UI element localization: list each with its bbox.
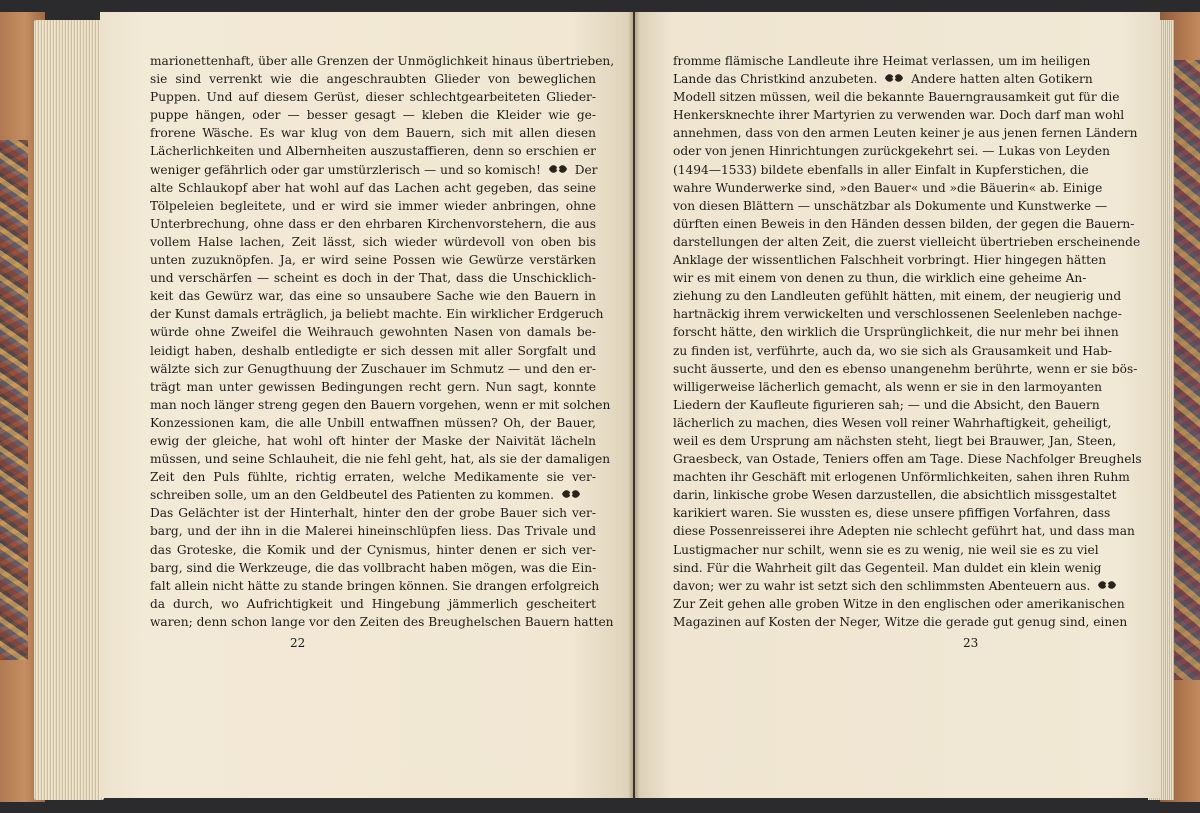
text-line: sucht äusserte, und den es ebenso unangenehm berührte, wenn er sie bös- (673, 361, 1138, 376)
text-line: Graesbeck, van Ostade, Teniers offen am Tage. Diese Nachfolger Breughels (673, 452, 1142, 467)
text-line: machten ihr Geschäft mit erlogenen Unförmlichkeiten, sahen ihren Ruhm (673, 470, 1130, 485)
text-line: Liedern der Kaufleute figurieren sah; — und die Absicht, den Bauern (673, 397, 1100, 412)
text-line: puppe hängen, oder — besser gesagt — kleben die Kleider wie ge- (150, 108, 596, 123)
text-line: barg, sind die Werkzeuge, die das vollbracht haben mögen, was die Ein- (150, 560, 597, 575)
text-line: trägt man unter gewissen Bedingungen recht gern. Nun sagt, konnte (150, 379, 596, 394)
text-line: Lächerlichkeiten und Albernheiten auszustaffieren, denn so erschien er (150, 144, 596, 159)
fleuron-icon (560, 487, 582, 501)
text-line: darstellungen der alten Zeit, die zuerst vielleicht übertrieben erscheinende (673, 234, 1141, 249)
text-line: und verschärfen — scheint es doch in der That, dass die Unschicklich- (150, 271, 596, 286)
text-line: frorene Wäsche. Es war klug von dem Bauern, sich mit allen diesen (150, 126, 596, 141)
text-line: Henkersknechte ihrer Martyrien zu verwenden war. Doch darf man wohl (673, 108, 1125, 123)
text-line: Zur Zeit gehen alle groben Witze in den englischen oder amerikanischen (673, 596, 1125, 611)
fleuron-icon (547, 162, 569, 176)
text-line: waren; denn schon lange vor den Zeiten des Breughelschen Bauern hatten (150, 614, 614, 629)
text-fragment: davon; wer zu wahr ist setzt sich den schlimmsten Abenteuern aus. (673, 578, 1095, 593)
text-fragment: Andere hatten alten Gotikern (911, 72, 1093, 87)
text-line: sind. Für die Wahrheit gilt das Gegenteil. Man duldet ein klein wenig (673, 560, 1102, 575)
book-gutter (628, 12, 640, 798)
left-page-edges (34, 20, 104, 800)
text-fragment: weniger gefährlich oder gar umstürzlerisch — und so komisch! (150, 162, 545, 177)
text-line: weil es dem Ursprung am nächsten steht, liegt bei Brauwer, Jan, Steen, (673, 433, 1117, 448)
text-line: würde ohne Zweifel die Weihrauch gewohnten Nasen von damals be- (150, 325, 596, 340)
text-line: Unterbrechung, ohne dass er den ehrbaren Kirchenvorstehern, die aus (150, 216, 596, 231)
page-number-right: 23 (963, 636, 979, 650)
text-line: man noch länger streng gegen den Bauern vorgehen, wenn er mit solchen (150, 397, 611, 412)
right-marbled-paper (1174, 60, 1200, 680)
text-line: leidigt haben, deshalb entledigte er sich dessen mit aller Sorgfalt und (150, 343, 596, 358)
text-fragment: schreiben solle, um an den Geldbeutel des Patienten zu kommen. (150, 488, 558, 503)
text-line-with-ornament (150, 486, 596, 504)
text-line-with-ornament (673, 577, 1095, 595)
text-line: hartnäckig ihrem verwickelten und verschlossenen Seelenleben nachge- (673, 307, 1122, 322)
text-line: dürften einen Beweis in den Händen dessen bilden, der gegen die Bauern- (673, 216, 1135, 231)
text-line: vollem Halse lachen, Zeit lässt, sich wieder würdevoll von oben bis (150, 234, 596, 249)
text-line: müssen, und seine Schlauheit, die nie fehl geht, hat, als sie der damaligen (150, 452, 611, 467)
text-line: wir es mit einem von denen zu thun, die wirklich eine geheime An- (673, 271, 1087, 286)
text-line: alte Schlaukopf aber hat wohl auf das Lachen acht gegeben, das seine (150, 180, 596, 195)
text-fragment: Der (574, 162, 598, 177)
fleuron-icon (1096, 578, 1118, 592)
text-line: diese Possenreisserei ihre Adepten nie schlecht geführt hat, und dass man (673, 524, 1135, 539)
text-line: oder von jenen Hinrichtungen zurückgekehrt sei. — Lukas von Leyden (673, 144, 1110, 159)
left-page-text (150, 52, 615, 631)
text-line-with-ornament (673, 70, 1093, 88)
text-line: fromme flämische Landleute ihre Heimat verlassen, um im heiligen (673, 54, 1091, 68)
text-line: das Groteske, die Komik und der Cynismus, hinter denen er sich ver- (150, 542, 596, 557)
text-line: Das Gelächter ist der Hinterhalt, hinter den der grobe Bauer sich ver- (150, 506, 596, 521)
text-line: ziehung zu den Landleuten gefühlt hätten, mit einem, der neugierig und (673, 289, 1122, 304)
text-line: von diesen Blättern — unschätzbar als Dokumente und Kunstwerke — (673, 198, 1108, 213)
text-line: Tölpeleien begleitete, und er wird sie immer wieder anbringen, ohne (150, 198, 596, 213)
text-line: forscht hätte, den wirklich die Ursprünglichkeit, die nur mehr bei ihnen (673, 325, 1119, 340)
text-line: wälzte sich zur Genugthuung der Zuschauer im Schmutz — und den er- (150, 361, 596, 376)
text-line: karikiert waren. Sie wussten es, diese unsere pfiffigen Vorfahren, dass (673, 506, 1111, 521)
text-line: keit das Gewürz war, das eine so unsaubere Sache wie den Bauern in (150, 289, 596, 304)
text-line: Puppen. Und auf diesem Gerüst, dieser schlechtgearbeiteten Glieder- (150, 90, 596, 105)
page-number-left: 22 (290, 636, 306, 650)
text-line: annehmen, dass von den armen Leuten keiner je aus jenen fernen Ländern (673, 126, 1138, 141)
right-page-text (673, 52, 1142, 631)
text-line: ewig der gleiche, hat wohl oft hinter der Maske der Naivität lächeln (150, 433, 596, 448)
text-line: falt allein nicht hätte zu stande bringen können. Sie drangen erfolgreich (150, 578, 600, 593)
text-line: Magazinen auf Kosten der Neger, Witze die gerade gut genug sind, einen (673, 614, 1128, 629)
text-line: lächerlich zu machen, dies Wesen voll reiner Wahrhaftigkeit, geheiligt, (673, 415, 1112, 430)
text-line: Modell sitzen müssen, weil die bekannte Bauerngrausamkeit gut für die (673, 90, 1120, 105)
text-line: der Kunst damals erträglich, ja beliebt machte. Ein wirklicher Erdgeruch (150, 307, 604, 322)
text-line: wahre Wunderwerke sind, »den Bauer« und »die Bäuerin« ab. Einige (673, 180, 1103, 195)
text-line: darin, linkische grobe Wesen darzustellen, die absichtlich missgestaltet (673, 488, 1117, 503)
text-line: sie sind verrenkt wie die angeschraubten Glieder von beweglichen (150, 72, 596, 87)
text-line-with-ornament (150, 161, 596, 179)
text-fragment: Lande das Christkind anzubeten. (673, 72, 882, 87)
text-line: Anklage der wissentlichen Falschheit vorbringt. Hier hingegen hätten (673, 253, 1107, 268)
text-line: Konzessionen kam, die alle Unbill entwaffnen müssen? Oh, der Bauer, (150, 415, 596, 430)
text-line: Lustigmacher nur schilt, wenn sie es zu wenig, nie weil sie es zu viel (673, 542, 1099, 557)
text-line: marionettenhaft, über alle Grenzen der Unmöglichkeit hinaus übertrieben, (150, 54, 615, 68)
text-line: willigerweise lächerlich gemacht, als wenn er sie in den larmoyanten (673, 379, 1102, 394)
text-line: barg, und der ihn in die Malerei hineinschlüpfen liess. Das Trivale und (150, 524, 596, 539)
text-line: unten zuzuknöpfen. Ja, er wird seine Possen wie Gewürze verstärken (150, 253, 596, 268)
text-line: Zeit den Puls fühlte, richtig erraten, welche Medikamente sie ver- (150, 470, 596, 485)
text-line: zu finden ist, verführte, auch da, wo sie sich als Grausamkeit und Hab- (673, 343, 1113, 358)
text-line: (1494—1533) bildete ebenfalls in aller Einfalt in Kupferstichen, die (673, 162, 1089, 177)
fleuron-icon (883, 71, 905, 85)
text-line: da durch, wo Aufrichtigkeit und Hingebung jämmerlich gescheitert (150, 596, 596, 611)
left-marbled-paper (0, 140, 28, 660)
